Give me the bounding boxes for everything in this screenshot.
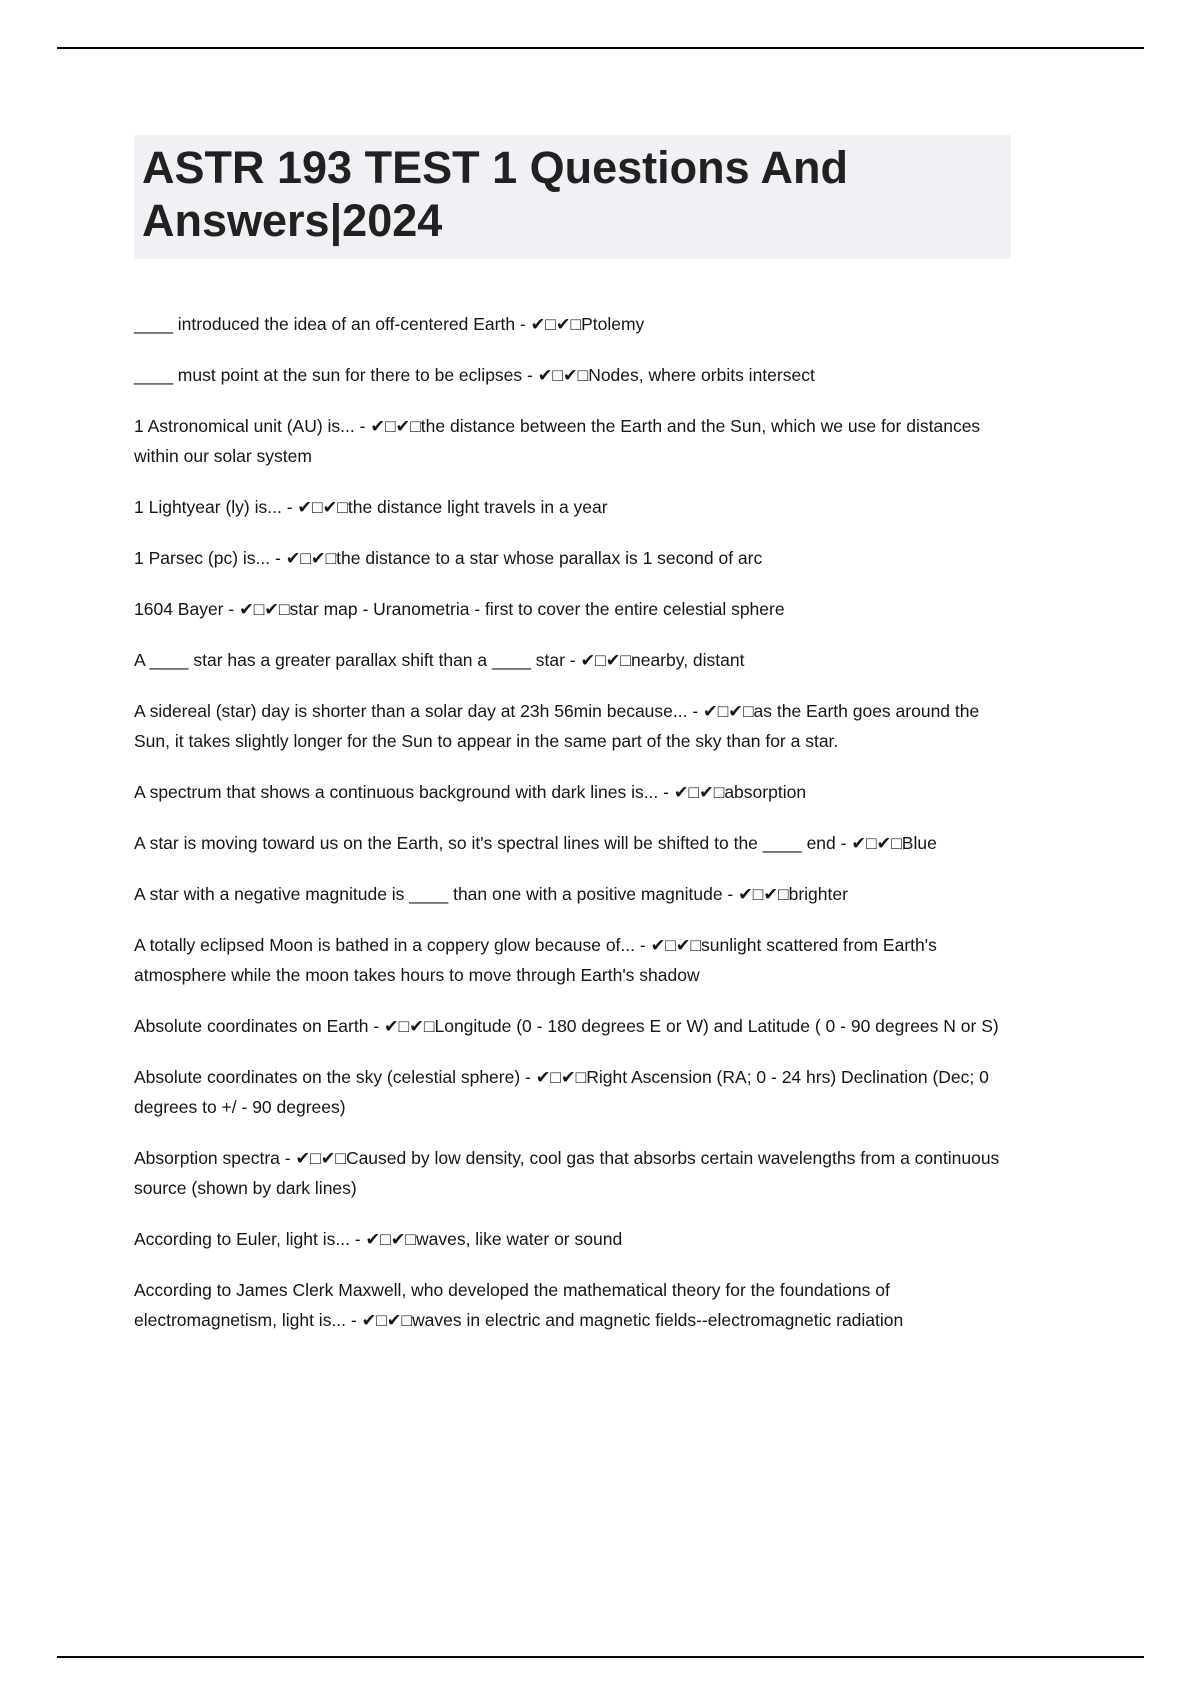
document-title: ASTR 193 TEST 1 Questions And Answers|2024 <box>142 142 848 247</box>
answer-marker-icon: ✔□✔□ <box>851 833 902 854</box>
answer-text: Ptolemy <box>581 314 645 335</box>
question-text: 1 Lightyear (ly) is... - <box>134 497 298 518</box>
question-text: A star with a negative magnitude is ____ than one with a positive magnitude - <box>134 884 739 905</box>
qa-item <box>134 930 1011 990</box>
answer-text: sunlight scattered from Earth's atmosphere while the moon takes hours to move through Earth's shadow <box>134 935 937 986</box>
qa-item <box>134 879 1011 909</box>
title-block <box>134 135 1011 259</box>
qa-list <box>134 309 1011 1335</box>
qa-item <box>134 492 1011 522</box>
answer-marker-icon: ✔□✔□ <box>384 1016 435 1037</box>
answer-marker-icon: ✔□✔□ <box>285 548 337 569</box>
answer-text: Longitude (0 - 180 degrees E or W) and Latitude ( 0 - 90 degrees N or S) <box>434 1016 999 1037</box>
answer-marker-icon: ✔□✔□ <box>580 650 631 671</box>
qa-item <box>134 645 1011 675</box>
qa-item <box>134 696 1011 756</box>
answer-text: as the Earth goes around the Sun, it takes slightly longer for the Sun to appear in the same part of the sky than for a star. <box>134 701 980 752</box>
question-text: 1604 Bayer - <box>134 599 240 620</box>
question-text: Absolute coordinates on Earth - <box>134 1016 385 1037</box>
question-text: According to James Clerk Maxwell, who developed the mathematical theory for the foundations of electromagnetism, light is... - <box>134 1280 890 1331</box>
answer-marker-icon: ✔□✔□ <box>530 314 582 335</box>
answer-text: the distance between the Earth and the Sun, which we use for distances within our solar system <box>134 416 981 467</box>
qa-item <box>134 543 1011 573</box>
answer-marker-icon: ✔□✔□ <box>239 599 290 620</box>
answer-marker-icon: ✔□✔□ <box>673 782 725 803</box>
qa-item <box>134 1275 1011 1335</box>
answer-text: waves in electric and magnetic fields--electromagnetic radiation <box>412 1310 904 1331</box>
question-text: ____ introduced the idea of an off-centered Earth - <box>134 314 531 335</box>
answer-marker-icon: ✔□✔□ <box>370 416 421 437</box>
top-rule <box>57 47 1144 49</box>
qa-item <box>134 1011 1011 1041</box>
answer-marker-icon: ✔□✔□ <box>650 935 702 956</box>
question-text: A totally eclipsed Moon is bathed in a coppery glow because of... - <box>134 935 651 956</box>
answer-text: Blue <box>901 833 937 854</box>
answer-marker-icon: ✔□✔□ <box>537 365 589 386</box>
answer-marker-icon: ✔□✔□ <box>295 1148 346 1169</box>
answer-text: Caused by low density, cool gas that absorbs certain wavelengths from a continuous source (shown by dark lines) <box>134 1148 1000 1199</box>
answer-marker-icon: ✔□✔□ <box>535 1067 587 1088</box>
question-text: A ____ star has a greater parallax shift than a ____ star - <box>134 650 581 671</box>
question-text: 1 Parsec (pc) is... - <box>134 548 286 569</box>
answer-marker-icon: ✔□✔□ <box>361 1310 413 1331</box>
answer-text: star map - Uranometria - first to cover the entire celestial sphere <box>289 599 785 620</box>
answer-marker-icon: ✔□✔□ <box>365 1229 416 1250</box>
qa-item <box>134 1062 1011 1122</box>
answer-text: waves, like water or sound <box>415 1229 623 1250</box>
answer-marker-icon: ✔□✔□ <box>297 497 348 518</box>
question-text: A star is moving toward us on the Earth, so it's spectral lines will be shifted to the ____ end - <box>134 833 852 854</box>
question-text: Absolute coordinates on the sky (celestial sphere) - <box>134 1067 536 1088</box>
qa-item <box>134 1143 1011 1203</box>
question-text: ____ must point at the sun for there to be eclipses - <box>134 365 538 386</box>
qa-item <box>134 360 1011 390</box>
qa-item <box>134 828 1011 858</box>
qa-item <box>134 1224 1011 1254</box>
answer-text: nearby, distant <box>630 650 745 671</box>
question-text: Absorption spectra - <box>134 1148 296 1169</box>
answer-text: absorption <box>724 782 807 803</box>
answer-text: Right Ascension (RA; 0 - 24 hrs) Declination (Dec; 0 degrees to +/ - 90 degrees) <box>134 1067 989 1118</box>
qa-item <box>134 411 1011 471</box>
question-text: 1 Astronomical unit (AU) is... - <box>134 416 371 437</box>
answer-text: Nodes, where orbits intersect <box>588 365 815 386</box>
question-text: A spectrum that shows a continuous background with dark lines is... - <box>134 782 674 803</box>
qa-item <box>134 594 1011 624</box>
answer-text: the distance light travels in a year <box>347 497 608 518</box>
qa-item <box>134 309 1011 339</box>
bottom-rule <box>57 1656 1144 1658</box>
answer-marker-icon: ✔□✔□ <box>703 701 754 722</box>
answer-text: brighter <box>788 884 848 905</box>
question-text: According to Euler, light is... - <box>134 1229 366 1250</box>
document-content <box>134 135 1011 1356</box>
answer-marker-icon: ✔□✔□ <box>738 884 789 905</box>
question-text: A sidereal (star) day is shorter than a solar day at 23h 56min because... - <box>134 701 704 722</box>
qa-item <box>134 777 1011 807</box>
answer-text: the distance to a star whose parallax is 1 second of arc <box>336 548 763 569</box>
